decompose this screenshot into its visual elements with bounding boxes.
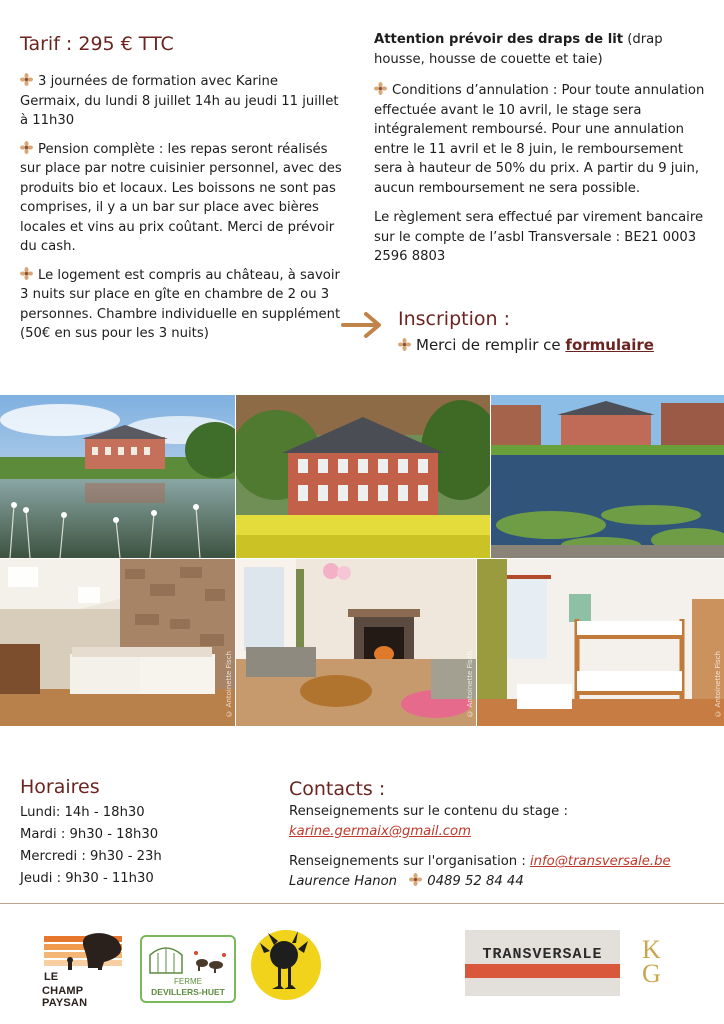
attention-rest: (drap housse, housse de couette et taie) — [374, 32, 663, 67]
inscription-section — [398, 307, 708, 356]
org-info-line — [289, 852, 709, 872]
photo-bunk-room — [477, 559, 724, 726]
horaire-line: Mercredi : 9h30 - 23h — [20, 849, 162, 864]
pricing-item-3 — [20, 266, 342, 344]
logo-champ-paysan — [42, 930, 130, 1009]
flower-icon — [398, 338, 411, 351]
ferme-line2: DEVILLERS-HUET — [151, 987, 225, 997]
pricing-item-2 — [20, 140, 342, 257]
horaires-title: Horaires — [20, 776, 100, 798]
pricing-title: Tarif : 295 € TTC — [20, 33, 174, 55]
contacts-section — [289, 776, 709, 892]
photo-credit: © Antoinette Fisch — [714, 651, 722, 718]
cancellation-text: Conditions d’annulation : Pour toute annulation effectuée avant le 10 avril, le stage sera intégralement remboursé. Pour une annulation entre le 11 avril et le 8 juin, le remboursement sera à hauteur de 50% du prix. A partir du 9 juin, aucun remboursement ne sera possible. — [374, 83, 705, 196]
flower-icon — [20, 141, 33, 154]
payment-info: Le règlement sera effectué par virement bancaire sur le compte de l’asbl Transversale : BE21 0003 2596 8803 — [374, 210, 704, 264]
content-info-label: Renseignements sur le contenu du stage : — [289, 804, 568, 819]
org-email-link[interactable]: info@transversale.be — [530, 854, 671, 869]
logo-ferme-devillers-huet — [140, 935, 236, 1003]
logo-yellow-circle — [250, 929, 322, 1001]
horaire-line: Mardi : 9h30 - 18h30 — [20, 827, 159, 842]
attention-bold: Attention prévoir des draps de lit — [374, 32, 624, 47]
inscription-line — [398, 334, 708, 356]
champ-paysan-line2: CHAMP PAYSAN — [42, 985, 88, 1009]
photo-living-room — [236, 559, 476, 726]
transversale-band — [465, 964, 620, 978]
horaire-line: Lundi: 14h - 18h30 — [20, 805, 145, 820]
ferme-line1: FERME — [174, 977, 202, 986]
attention-note — [374, 30, 706, 69]
horaires-section — [20, 774, 260, 890]
ferme-graphic — [142, 939, 234, 979]
photo-bedroom-stone — [0, 559, 235, 726]
photo-chateau-pond — [0, 395, 235, 558]
flower-icon — [409, 873, 422, 886]
org-info-label: Renseignements sur l'organisation : — [289, 854, 530, 869]
inscription-text: Merci de remplir ce — [416, 336, 566, 354]
form-link[interactable]: formulaire — [565, 336, 654, 354]
pricing-item-3-text: Le logement est compris au château, à savoir 3 nuits sur place en gîte en chambre de 2 ou 3 personnes. Chambre individuelle en supplément (50€ en sus pour les 3 nuits) — [20, 267, 341, 341]
champ-paysan-line1: LE — [44, 971, 59, 983]
contact-person-line — [289, 872, 709, 892]
inscription-title: Inscription : — [398, 308, 510, 330]
contacts-title: Contacts : — [289, 778, 386, 800]
contact-person: Laurence Hanon — [289, 874, 398, 889]
cancellation-conditions — [374, 81, 706, 198]
content-email-link[interactable]: karine.germaix@gmail.com — [289, 824, 471, 839]
logo-kg — [642, 935, 682, 988]
flower-icon — [374, 82, 387, 95]
pricing-item-1-text: 3 journées de formation avec Karine Germaix, du lundi 8 juillet 14h au jeudi 11 juillet à 11h30 — [20, 74, 339, 128]
photo-chateau-lake — [491, 395, 724, 558]
conditions-section — [374, 30, 706, 267]
contact-phone: 0489 52 84 44 — [427, 874, 524, 889]
logo-transversale — [465, 930, 620, 996]
arrow-right-icon — [340, 308, 386, 342]
pricing-section — [20, 32, 342, 344]
transversale-text: TRANSVERSALE — [482, 946, 603, 963]
photo-credit: © Antoinette Fisch — [466, 651, 474, 718]
pricing-item-2-text: Pension complète : les repas seront réalisés sur place par notre cuisinier personnel, avec des produits bio et locaux. Les boissons ne sont pas comprises, il y a un bar sur place avec bières locales et vins au prix coûtant. Merci de prévoir du cash. — [20, 141, 342, 254]
pricing-item-1 — [20, 72, 342, 131]
flower-icon — [20, 73, 33, 86]
horaire-line: Jeudi : 9h30 - 11h30 — [20, 871, 154, 886]
flower-icon — [20, 267, 33, 280]
footer-divider — [0, 903, 724, 904]
photo-credit: © Antoinette Fisch — [225, 651, 233, 718]
kg-text: KG — [642, 935, 661, 988]
photo-chateau-facade — [236, 395, 490, 558]
